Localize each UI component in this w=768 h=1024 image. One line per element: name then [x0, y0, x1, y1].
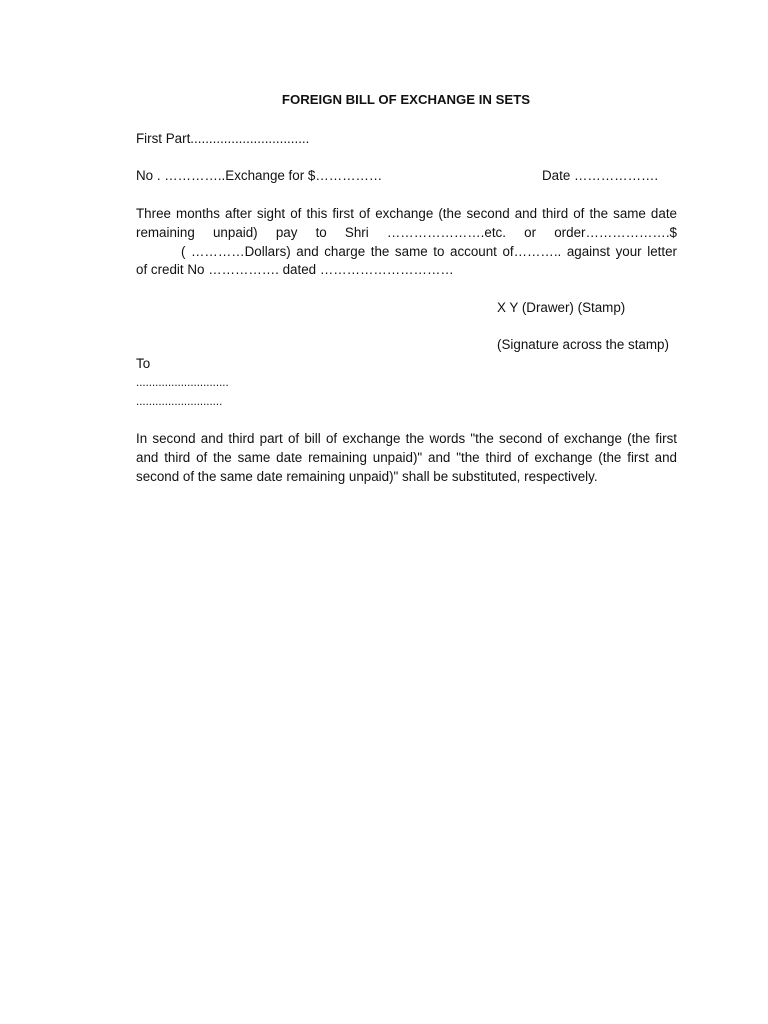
note-line: In second and third part of bill of exchange the words "the second of exchange (the first: [136, 431, 677, 446]
first-part-line: First Part................................: [136, 131, 310, 146]
date-line: Date ……………….: [542, 168, 659, 183]
body-line: of credit No ……………. dated …………………………: [136, 262, 454, 278]
address-line-1: .............................: [136, 377, 229, 389]
note-line: second of the same date remaining unpaid)" shall be substituted, respectively.: [136, 468, 598, 484]
drawer-stamp-label: X Y (Drawer) (Stamp): [497, 300, 626, 315]
signature-label: (Signature across the stamp): [497, 337, 669, 352]
note-line: and third of the same date remaining unpaid)" and "the third of exchange (the first and: [136, 449, 677, 465]
address-line-2: ...........................: [136, 396, 223, 408]
body-line: Three months after sight of this first of exchange (the second and third of the same date: [136, 206, 677, 221]
exchange-number-line: No . …………..Exchange for $……………: [136, 168, 383, 183]
document-title: FOREIGN BILL OF EXCHANGE IN SETS: [281, 92, 531, 107]
substitution-note-paragraph: [136, 430, 677, 486]
body-line: ( …………Dollars) and charge the same to account of……….. against your letter: [181, 243, 677, 259]
body-line: remaining unpaid) pay to Shri ………………….etc. or order……………….$: [136, 224, 677, 240]
bill-body-paragraph: [136, 205, 677, 280]
to-label: To: [136, 356, 151, 371]
